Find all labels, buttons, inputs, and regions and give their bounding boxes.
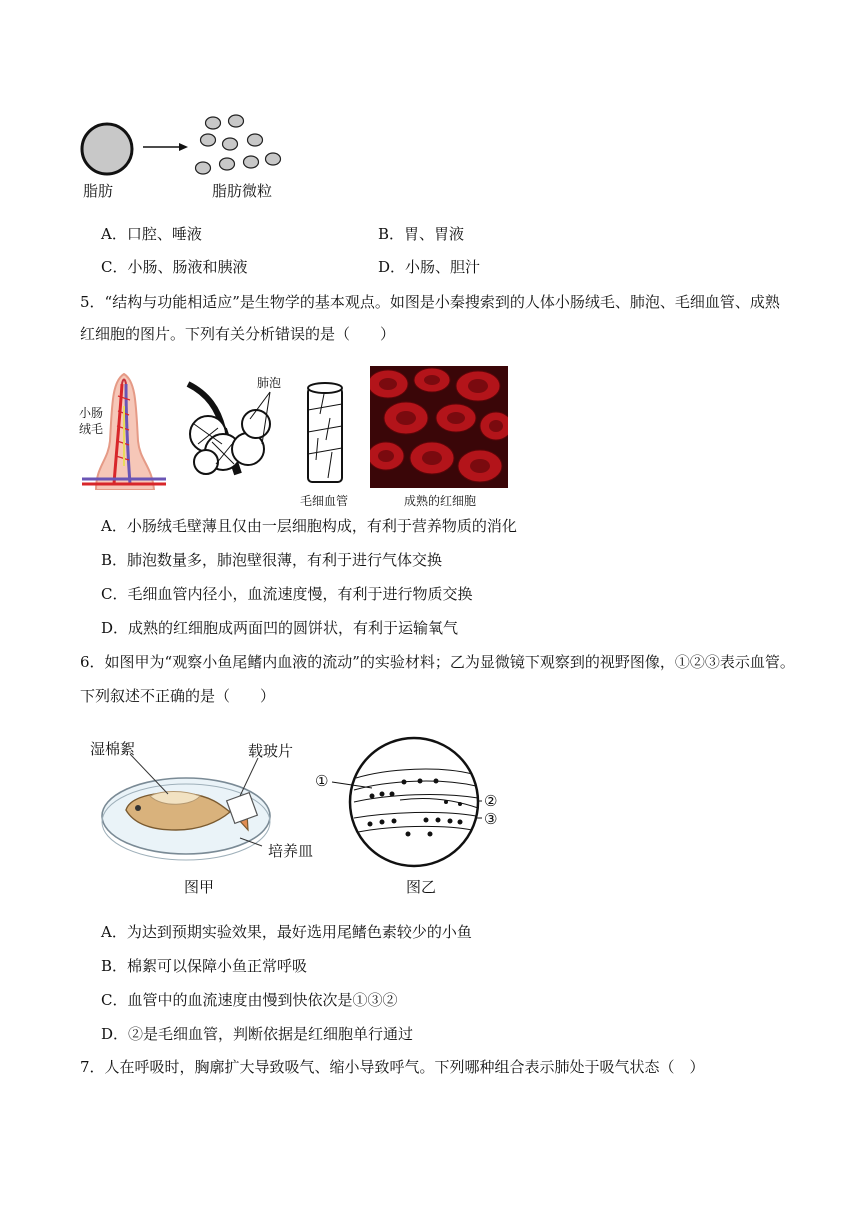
q4-option-b: B．胃、胃液: [378, 225, 465, 243]
vessel-mark-1: ①: [315, 772, 329, 790]
microscope-view-illustration: [310, 734, 510, 874]
fat-digestion-figure: [70, 110, 300, 205]
vessel-mark-2: ②: [484, 792, 498, 810]
label-fat: 脂肪: [83, 182, 114, 200]
dish-label: 培养皿: [268, 842, 314, 860]
q6-option-c: C．血管中的血流速度由慢到快依次是①③②: [101, 991, 398, 1009]
rbc-label: 成熟的红细胞: [404, 494, 477, 508]
capillary-illustration: [304, 382, 346, 486]
q5-stem-line1: 5．“结构与功能相适应”是生物学的基本观点。如图是小秦搜索到的人体小肠绒毛、肺泡、毛细血管、成熟: [80, 293, 780, 311]
q4-option-c: C．小肠、肠液和胰液: [101, 258, 248, 276]
q5-option-a: A．小肠绒毛壁薄且仅由一层细胞构成，有利于营养物质的消化: [101, 517, 517, 535]
fat-particles: [196, 115, 281, 174]
q7-stem-line1: 7．人在呼吸时，胸廓扩大导致吸气、缩小导致呼气。下列哪种组合表示肺处于吸气状态（ ）: [80, 1058, 705, 1076]
q4-option-a: A．口腔、唾液: [101, 225, 202, 243]
q6-figure-b: [310, 734, 510, 900]
figure-a-caption: 图甲: [184, 878, 215, 896]
q6-option-a: A．为达到预期实验效果，最好选用尾鳍色素较少的小鱼: [101, 923, 472, 941]
q6-option-d: D．②是毛细血管，判断依据是红细胞单行通过: [101, 1025, 414, 1043]
q6-option-b: B．棉絮可以保障小鱼正常呼吸: [101, 957, 308, 975]
alveolus-label: 肺泡: [257, 376, 282, 390]
q5-option-c: C．毛细血管内径小，血流速度慢，有利于进行物质交换: [101, 585, 473, 603]
fat-droplet: [82, 124, 132, 174]
q5-option-b: B．肺泡数量多，肺泡壁很薄，有利于进行气体交换: [101, 551, 443, 569]
red-blood-cells-photo: [370, 366, 508, 488]
slide-label: 载玻片: [248, 742, 294, 760]
q5-figure: [78, 366, 510, 510]
q5-option-d: D．成熟的红细胞成两面凹的圆饼状，有利于运输氧气: [101, 619, 459, 637]
wet-cotton-label: 湿棉絮: [90, 740, 136, 758]
vessel-mark-3: ③: [484, 810, 498, 828]
capillary-label: 毛细血管: [300, 494, 349, 508]
q6-figure-a: [90, 734, 340, 900]
villus-label-2: 绒毛: [79, 422, 104, 436]
label-fat-particles: 脂肪微粒: [212, 182, 273, 200]
q5-stem-line2: 红细胞的图片。下列有关分析错误的是（ ）: [80, 325, 396, 343]
arrow-head: [179, 143, 188, 151]
q4-option-d: D．小肠、胆汁: [378, 258, 481, 276]
villus-label-1: 小肠: [79, 406, 104, 420]
q6-stem-line2: 下列叙述不正确的是（ ）: [80, 687, 276, 705]
figure-b-caption: 图乙: [406, 878, 437, 896]
q6-stem-line1: 6．如图甲为“观察小鱼尾鳍内血液的流动”的实验材料；乙为显微镜下观察到的视野图像，①②③表示血管。: [80, 653, 795, 671]
